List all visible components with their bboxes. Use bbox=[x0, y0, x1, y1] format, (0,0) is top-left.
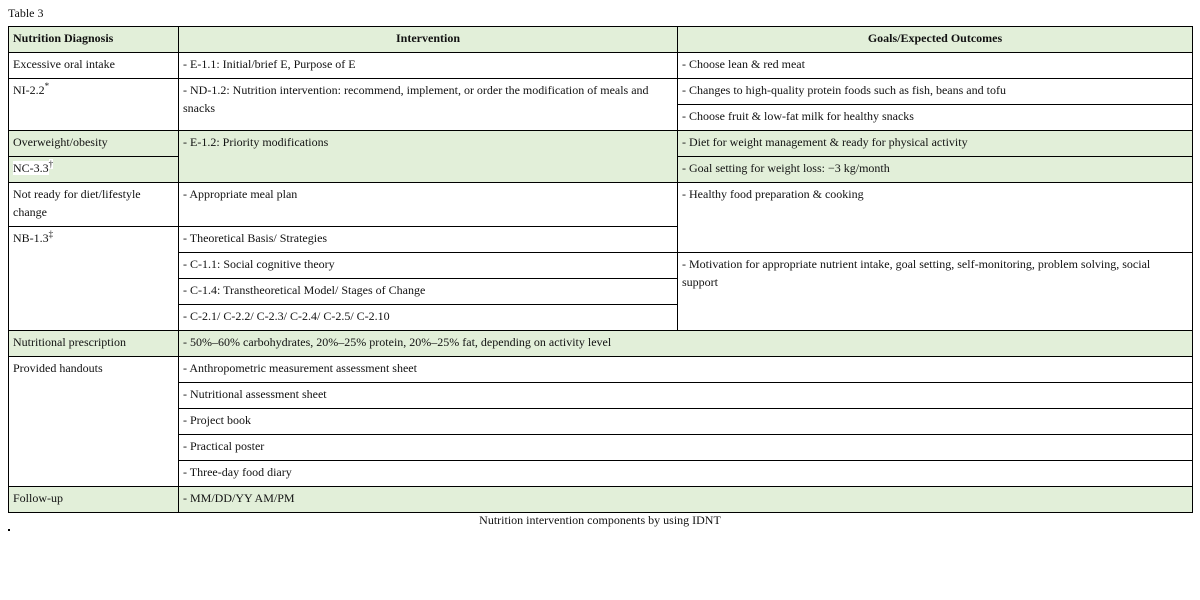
stray-dot bbox=[8, 529, 10, 531]
table-row bbox=[9, 79, 1193, 105]
handout-item: - Practical poster bbox=[179, 435, 1193, 461]
header-intervention: Intervention bbox=[179, 27, 678, 53]
handout-item: - Three-day food diary bbox=[179, 461, 1193, 487]
header-diagnosis: Nutrition Diagnosis bbox=[9, 27, 179, 53]
nb-footnote-mark: ‡ bbox=[48, 229, 54, 239]
table-row bbox=[9, 331, 1193, 357]
goal-diet-weight: - Diet for weight management & ready for physical activity bbox=[678, 131, 1193, 157]
handout-item: - Project book bbox=[179, 409, 1193, 435]
table-row bbox=[9, 53, 1193, 79]
table-row bbox=[9, 487, 1193, 513]
table-caption: Nutrition intervention components by using IDNT bbox=[479, 513, 721, 527]
diagnosis-ni-code bbox=[9, 79, 179, 131]
intervention-c14: - C-1.4: Transtheoretical Model/ Stages of Change bbox=[179, 279, 678, 305]
handout-item: - Nutritional assessment sheet bbox=[179, 383, 1193, 409]
diagnosis-overweight: Overweight/obesity bbox=[9, 131, 179, 157]
table-label: Table 3 bbox=[8, 6, 44, 20]
table-row bbox=[9, 383, 1193, 409]
intervention-c21: - C-2.1/ C-2.2/ C-2.3/ C-2.4/ C-2.5/ C-2.10 bbox=[179, 305, 678, 331]
intervention-c11: - C-1.1: Social cognitive theory bbox=[179, 253, 678, 279]
nutrition-intervention-table bbox=[8, 26, 1193, 513]
diagnosis-nc-code bbox=[9, 157, 179, 183]
ni-footnote-mark: * bbox=[44, 81, 50, 91]
diagnosis-not-ready: Not ready for diet/lifestyle change bbox=[9, 183, 179, 227]
followup-value: - MM/DD/YY AM/PM bbox=[179, 487, 1193, 513]
goal-motivation: - Motivation for appropriate nutrient intake, goal setting, self-monitoring, problem solving, social support bbox=[678, 253, 1193, 331]
goal-protein: - Changes to high-quality protein foods such as fish, beans and tofu bbox=[678, 79, 1193, 105]
diagnosis-excessive-intake: Excessive oral intake bbox=[9, 53, 179, 79]
handout-item: - Anthropometric measurement assessment sheet bbox=[179, 357, 1193, 383]
table-row bbox=[9, 461, 1193, 487]
goal-healthy-food: - Healthy food preparation & cooking bbox=[678, 183, 1193, 253]
header-goals: Goals/Expected Outcomes bbox=[678, 27, 1193, 53]
intervention-nd12: - ND-1.2: Nutrition intervention: recommend, implement, or order the modification of meals and snacks bbox=[179, 79, 678, 131]
nc-code-text: NC-3.3 bbox=[13, 161, 49, 175]
table-row bbox=[9, 253, 1193, 279]
intervention-e11: - E-1.1: Initial/brief E, Purpose of E bbox=[179, 53, 678, 79]
table-row bbox=[9, 409, 1193, 435]
nb-code-text: NB-1.3 bbox=[13, 231, 49, 245]
goal-weight-loss: - Goal setting for weight loss: −3 kg/month bbox=[678, 157, 1193, 183]
ni-code-text: NI-2.2 bbox=[13, 83, 45, 97]
diagnosis-prescription: Nutritional prescription bbox=[9, 331, 179, 357]
goal-fruit: - Choose fruit & low-fat milk for healthy snacks bbox=[678, 105, 1193, 131]
intervention-meal-plan: - Appropriate meal plan bbox=[179, 183, 678, 227]
table-row bbox=[9, 357, 1193, 383]
table-row bbox=[9, 183, 1193, 227]
intervention-theoretical: - Theoretical Basis/ Strategies bbox=[179, 227, 678, 253]
intervention-e12: - E-1.2: Priority modifications bbox=[179, 131, 678, 183]
header-row bbox=[9, 27, 1193, 53]
prescription-value: - 50%–60% carbohydrates, 20%–25% protein, 20%–25% fat, depending on activity level bbox=[179, 331, 1193, 357]
goal-lean-meat: - Choose lean & red meat bbox=[678, 53, 1193, 79]
table-row bbox=[9, 435, 1193, 461]
table-row bbox=[9, 131, 1193, 157]
diagnosis-handouts: Provided handouts bbox=[9, 357, 179, 487]
diagnosis-nb-code bbox=[9, 227, 179, 331]
nc-footnote-mark: † bbox=[48, 159, 54, 169]
diagnosis-followup: Follow-up bbox=[9, 487, 179, 513]
